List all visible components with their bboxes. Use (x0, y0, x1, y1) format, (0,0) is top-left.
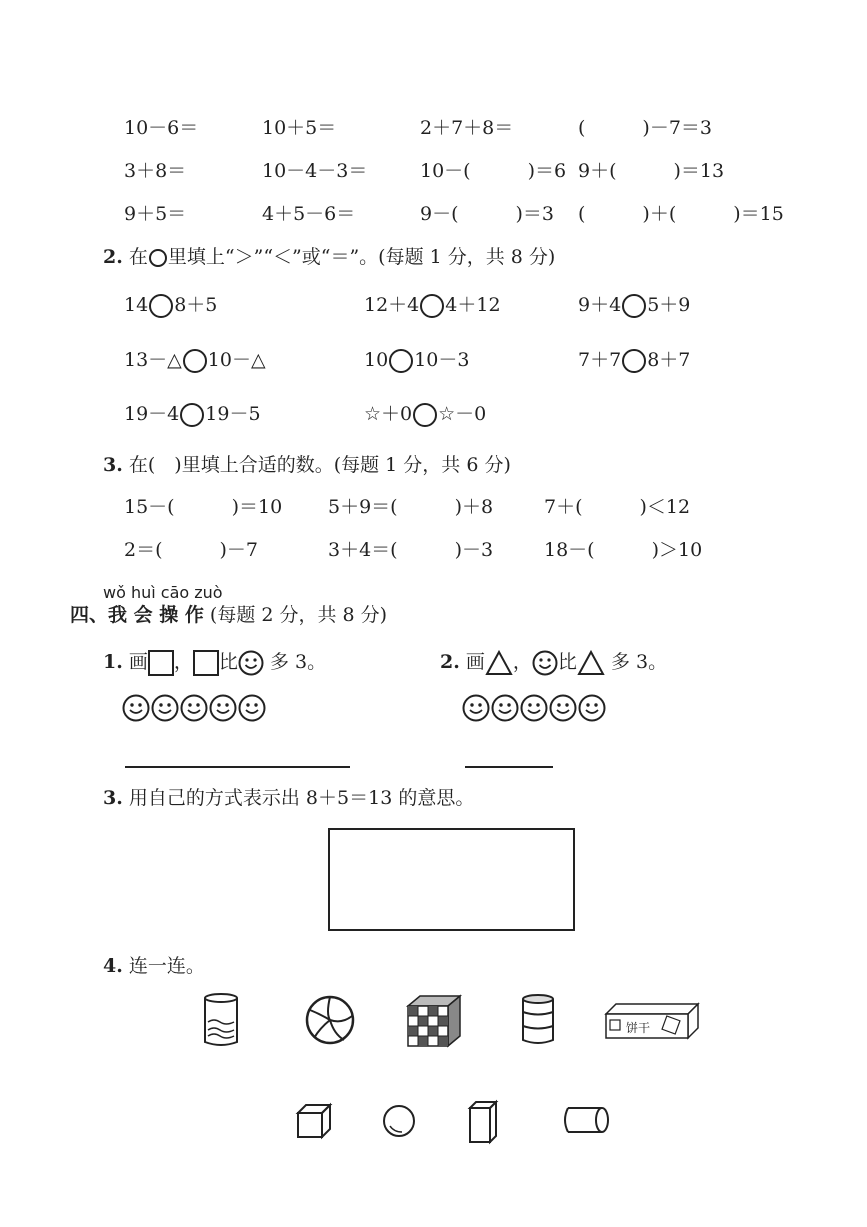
compare-circle[interactable] (420, 294, 444, 318)
circle-icon (149, 249, 167, 267)
op1-heading (103, 650, 326, 676)
answer-line-2[interactable] (465, 766, 553, 768)
equation: 4＋5－6＝ (262, 203, 356, 225)
q2-heading-pre: 在 (128, 246, 148, 268)
section4-pinyin: wǒ huì cāo zuò (103, 583, 223, 602)
cube-shape-icon[interactable] (296, 1103, 332, 1139)
compare-right: 10－△ (207, 349, 266, 371)
cup-icon (200, 992, 242, 1048)
op4-heading (103, 955, 205, 977)
equation: 10－( )＝6 (420, 160, 567, 182)
op3-number: 3. (103, 787, 123, 809)
op1-comma: ， (173, 651, 193, 673)
q2-number: 2. (103, 246, 123, 268)
compare-left: 7＋7 (578, 349, 622, 371)
compare-item (578, 294, 690, 318)
sphere-shape-icon[interactable] (382, 1104, 416, 1138)
smiley-icon (238, 650, 264, 676)
smiley-row-1 (122, 693, 272, 723)
compare-left: 13－△ (124, 349, 182, 371)
equation: 10－4－3＝ (262, 160, 368, 182)
compare-left: 19－4 (124, 403, 180, 425)
op1-number: 1. (103, 651, 123, 673)
fill-blank-item[interactable]: 15－( )＝10 (124, 496, 283, 518)
equation: 10＋5＝ (262, 117, 337, 139)
compare-item (578, 349, 690, 373)
compare-item (124, 403, 261, 427)
op3-heading (103, 787, 474, 809)
rubiks-cube-icon (406, 994, 462, 1048)
equation: 3＋8＝ (124, 160, 187, 182)
equation: 2＋7＋8＝ (420, 117, 514, 139)
triangle-icon (577, 650, 605, 676)
section4-points: (每题 2 分，共 8 分) (209, 604, 388, 626)
compare-right: 19－5 (205, 403, 261, 425)
can-icon (520, 994, 556, 1046)
compare-circle[interactable] (622, 294, 646, 318)
q3-number: 3. (103, 454, 123, 476)
compare-circle[interactable] (183, 349, 207, 373)
cuboid-shape-icon[interactable] (468, 1100, 500, 1144)
compare-item (364, 294, 501, 318)
op1-mid: 比 (218, 651, 238, 673)
compare-item (364, 403, 486, 427)
smiley-icon (532, 650, 558, 676)
compare-circle[interactable] (413, 403, 437, 427)
answer-line-1[interactable] (125, 766, 350, 768)
fill-blank-item[interactable]: 5＋9＝( )＋8 (328, 496, 494, 518)
biscuit-label: 饼干 (626, 1021, 651, 1035)
square-icon (193, 650, 219, 676)
equation: 9＋5＝ (124, 203, 187, 225)
fill-blank-item[interactable]: 18－( )＞10 (544, 539, 703, 561)
op2-comma: ， (512, 651, 532, 673)
op4-text: 连一连。 (128, 955, 205, 977)
compare-item (124, 349, 266, 373)
compare-circle[interactable] (149, 294, 173, 318)
volleyball-icon (304, 994, 356, 1046)
fill-blank-item[interactable]: 3＋4＝( )－3 (328, 539, 494, 561)
section4-title: 四、我 会 操 作 (70, 604, 204, 626)
compare-right: 5＋9 (647, 294, 691, 316)
compare-right: 8＋5 (174, 294, 218, 316)
equation: 9－( )＝3 (420, 203, 555, 225)
compare-circle[interactable] (180, 403, 204, 427)
section4-heading (70, 604, 387, 626)
op2-post: 多 3。 (610, 651, 668, 673)
op2-heading (440, 650, 667, 676)
compare-circle[interactable] (389, 349, 413, 373)
compare-right: ☆－0 (438, 403, 487, 425)
compare-left: 14 (124, 294, 149, 316)
op2-mid: 比 (557, 651, 577, 673)
compare-item (124, 294, 217, 318)
fill-blank-item[interactable]: 7＋( )＜12 (544, 496, 691, 518)
compare-right: 10－3 (414, 349, 470, 371)
op3-text: 用自己的方式表示出 8＋5＝13 的意思。 (128, 787, 475, 809)
op1-post: 多 3。 (269, 651, 327, 673)
fill-blank-item[interactable]: 2＝( )－7 (124, 539, 259, 561)
compare-left: 12＋4 (364, 294, 420, 316)
op2-pre: 画 (465, 651, 485, 673)
equation: 10－6＝ (124, 117, 199, 139)
equation: ( )－7＝3 (578, 117, 713, 139)
drawing-box[interactable] (328, 828, 575, 931)
q3-heading-text: 在( )里填上合适的数。(每题 1 分，共 6 分) (128, 454, 511, 476)
compare-left: ☆＋0 (364, 403, 413, 425)
compare-left: 10 (364, 349, 389, 371)
compare-right: 8＋7 (647, 349, 691, 371)
q3-heading (103, 454, 511, 476)
compare-right: 4＋12 (445, 294, 501, 316)
square-icon (148, 650, 174, 676)
q2-heading-post: 里填上“＞”“＜”或“＝”。(每题 1 分，共 8 分) (167, 246, 556, 268)
compare-left: 9＋4 (578, 294, 622, 316)
triangle-icon (485, 650, 513, 676)
compare-circle[interactable] (622, 349, 646, 373)
smiley-row-2 (462, 693, 612, 723)
cylinder-shape-icon[interactable] (560, 1106, 610, 1134)
op1-pre: 画 (128, 651, 148, 673)
op4-number: 4. (103, 955, 123, 977)
biscuit-box-icon (604, 1002, 700, 1040)
op2-number: 2. (440, 651, 460, 673)
equation: ( )＋( )＝15 (578, 203, 784, 225)
compare-item (364, 349, 469, 373)
q2-heading (103, 246, 555, 268)
equation: 9＋( )＝13 (578, 160, 725, 182)
